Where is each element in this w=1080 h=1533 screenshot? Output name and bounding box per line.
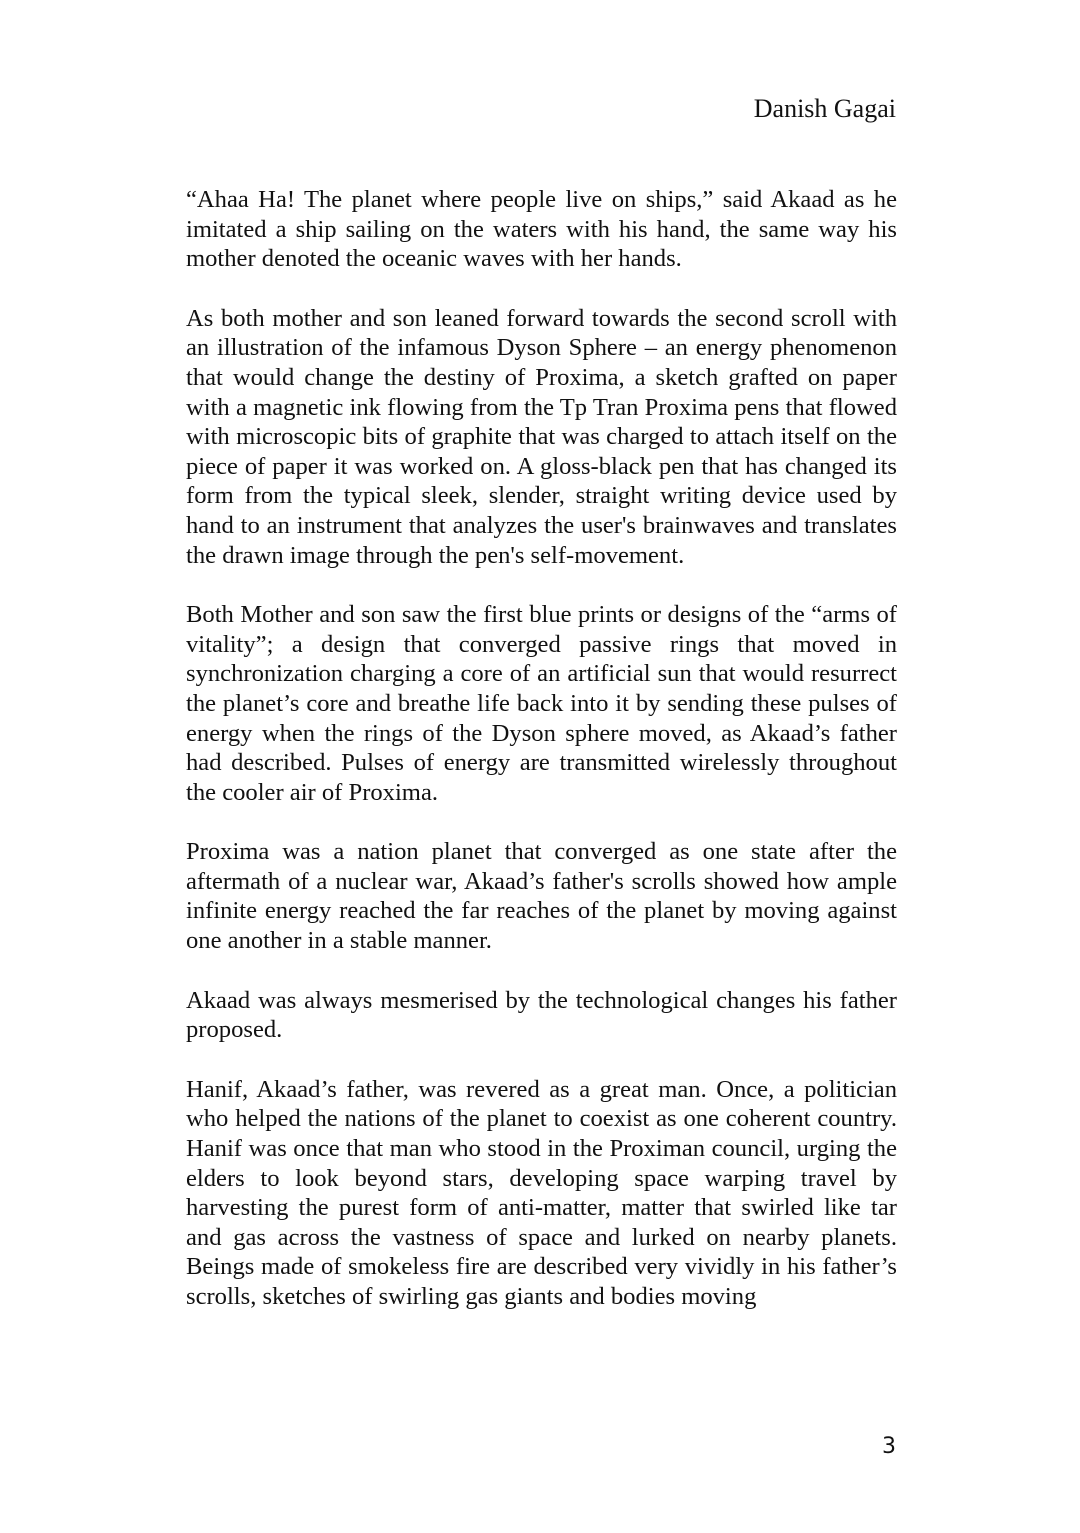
paragraph-4: Proxima was a nation planet that converged as one state after the aftermath of a nuclear war, Akaad’s father's scrolls showed how ample infinite energy reached the far reaches of the planet by moving against one another in a stable manner. — [186, 838, 897, 955]
running-header-author: Danish Gagai — [753, 94, 896, 123]
paragraph-5: Akaad was always mesmerised by the technological changes his father proposed. — [186, 986, 897, 1044]
paragraph-2: As both mother and son leaned forward towards the second scroll with an illustration of the infamous Dyson Sphere – an energy phenomenon that would change the destiny of Proxima, a sketch grafted on paper with a magnetic ink flowing from the Tp Tran Proxima pens that flowed with microscopic bits of graphite that was charged to attach itself on the piece of paper it was worked on. A gloss-black pen that has changed its form from the typical sleek, slender, straight writing device used by hand to an instrument that analyzes the user's brainwaves and translates the drawn image through the pen's self-movement. — [186, 304, 897, 569]
body-text — [186, 185, 897, 1342]
paragraph-3: Both Mother and son saw the first blue prints or designs of the “arms of vitality”; a design that converged passive rings that moved in synchronization charging a core of an artificial sun that would resurrect the planet’s core and breathe life back into it by sending these pulses of energy when the rings of the Dyson sphere moved, as Akaad’s father had described. Pulses of energy are transmitted wirelessly throughout the cooler air of Proxima. — [186, 601, 897, 806]
paragraph-6: Hanif, Akaad’s father, was revered as a great man. Once, a politician who helped the nations of the planet to coexist as one coherent country. Hanif was once that man who stood in the Proximan council, urging the elders to look beyond stars, developing space warping travel by harvesting the purest form of anti-matter, matter that swirled like tar and gas across the vastness of space and lurked on nearby planets. Beings made of smokeless fire are described very vividly in his father’s scrolls, sketches of swirling gas giants and bodies moving — [186, 1075, 897, 1310]
page-number: 3 — [882, 1434, 896, 1459]
paragraph-1: “Ahaa Ha! The planet where people live on ships,” said Akaad as he imitated a ship sailing on the waters with his hand, the same way his mother denoted the oceanic waves with her hands. — [186, 186, 897, 273]
